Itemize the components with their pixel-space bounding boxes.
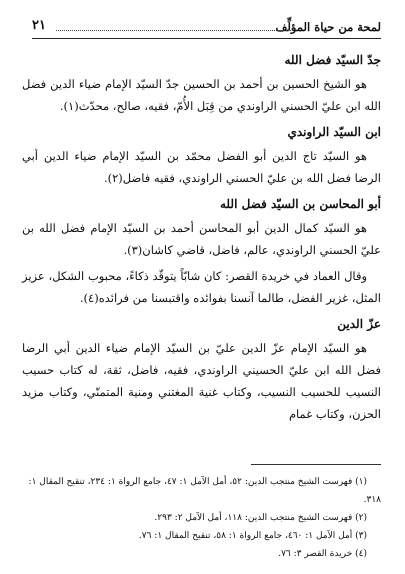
- section-izz-al-din: [22, 316, 381, 425]
- section-title: أبو المحاسن بن السيّد فضل الله: [220, 197, 381, 211]
- footnote: (٤) خريدة القصر ٣: ٧٦.: [278, 549, 367, 559]
- section-son: [22, 124, 381, 189]
- page-body: [22, 52, 381, 432]
- section-title: عزّ الدين: [337, 317, 381, 331]
- page-header: [32, 18, 381, 39]
- footnotes: [22, 464, 381, 563]
- footnote-separator: [251, 464, 381, 465]
- section-paragraph: هو السيّد الإمام عزّ الدين عليّ بن السيّد الإمام ضياء الدين أبي الرضا فضل الله ابن عليّ الحسيني الراوندي، فقيه، فاضل، ثقة، له كتاب حسيب النسيب للحسيب النسيب، وكتاب غنية المغتني ومنية المتمنّي، وكتاب مزيد الحزن، وكتاب غمام: [22, 341, 381, 421]
- section-paragraph: وقال العماد في خريدة القصر: كان شابّاً يتوقّد ذكاءً، محبوب الشكل، عزيز المثل، غزير الفضل، طالما آنسنا بفوائده واقتبسنا من فرائده(٤).: [22, 269, 381, 305]
- section-paragraph: هو الشيخ الحسين بن أحمد بن الحسين جدّ السيّد الإمام ضياء الدين فضل الله ابن عليّ الحسني الراوندي من قِبَل الأُمّ، فقيه، صالح، محدّث(١).: [22, 77, 381, 113]
- section-paragraph: هو السيّد تاج الدين أبو الفضل محمّد بن السيّد الإمام ضياء الدين أبي الرضا فضل الله بن عليّ الحسني الراوندي، فقيه فاضل(٢).: [22, 149, 381, 185]
- page-number: ٢١: [32, 18, 46, 33]
- footnote: (٢) فهرست الشيخ منتجب الدين: ١١٨، أمل الآمل ٢: ٢٩٣.: [154, 513, 367, 523]
- running-title: لمحة من حياة المؤلِّف: [275, 20, 381, 34]
- section-title: ابن السيّد الراوندي: [287, 125, 381, 139]
- section-abu-al-mahasin: [22, 196, 381, 309]
- header-dotted-leader: [56, 30, 293, 31]
- section-paragraph: هو السيّد كمال الدين أبو المحاسن أحمد بن السيّد الإمام فضل الله بن عليّ الحسني الراوندي، عالم، فاضل، قاضي كاشان(٣).: [22, 221, 381, 257]
- footnote: (١) فهرست الشيخ منتجب الدين: ٥٢، أمل الآمل ١: ٤٧، جامع الرواة ١: ٢٣٤، تنقيح المقال ١: ٣١٨.: [28, 477, 381, 505]
- section-title: جدّ السيّد فضل الله: [284, 53, 381, 67]
- section-grandfather: [22, 52, 381, 117]
- footnote: (٣) أمل الآمل ١: ٤٦٠، جامع الرواة ١: ٥٨، تنقيح المقال ١: ٧٦.: [138, 531, 367, 541]
